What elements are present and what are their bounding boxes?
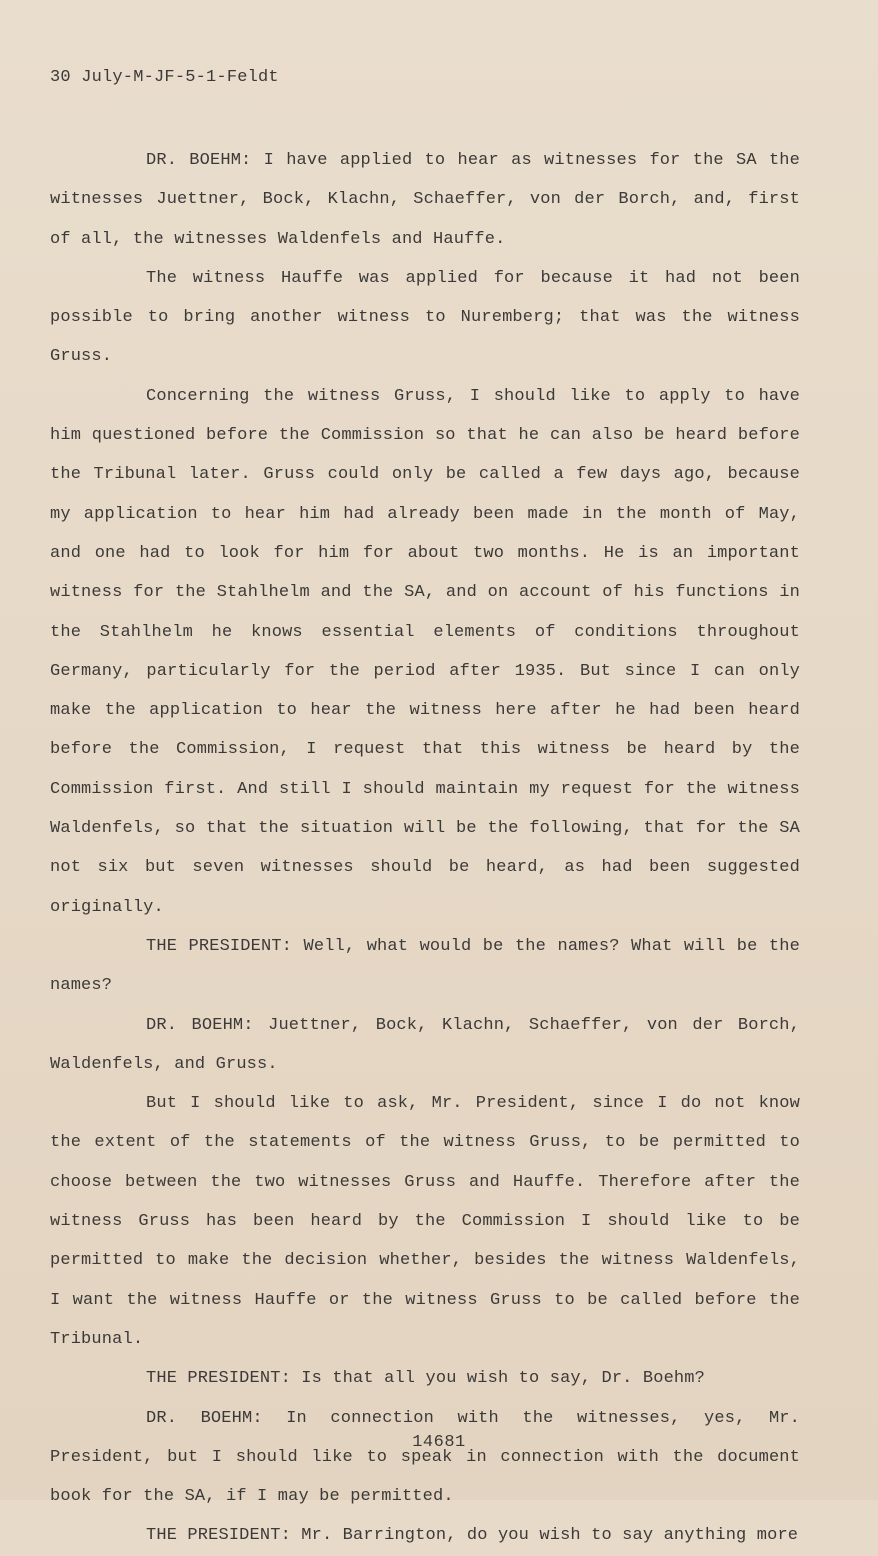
paragraph-gruss-commission: Concerning the witness Gruss, I should like to apply to have him questioned before the Commission so that he can also be heard before the Tribunal later. Gruss could only be called a few days ago, because my application to hear him had already been made in the month of May, and one had to look for him for about two months. He is an important witness for the Stahlhelm and the SA, and on account of his functions in the Stahlhelm he knows essential elements of conditions throughout Germany, particularly for the period after 1935. But since I can only make the application to hear the witness here after he had been heard before the Commission, I request that this witness be heard by the Commission first. And still I should maintain my request for the witness Waldenfels, so that the situation will be the following, that for the SA not six but seven witnesses should be heard, as had been suggested originally. (50, 386, 800, 917)
paragraph-boehm-choice-request: But I should like to ask, Mr. President, since I do not know the extent of the statements of the witness Gruss, to be permitted to choose between the two witnesses Gruss and Hauffe. Therefore after the witness Gruss has been heard by the Commission I should like to be permitted to make the decision whether, besides the witness Waldenfels, I want the witness Hauffe or the witness Gruss to be called before the Tribunal. (50, 1094, 800, 1349)
paragraph-boehm-document-book: DR. BOEHM: In connection with the witnesses, yes, Mr. President, but I should like to speak in connection with the document book for the SA, if I may be permitted. (50, 1408, 800, 1507)
paragraph-boehm-names-list: DR. BOEHM: Juettner, Bock, Klachn, Schaeffer, von der Borch, Waldenfels, and Gruss. (50, 1015, 800, 1074)
paragraph-president-anything-else: THE PRESIDENT: Is that all you wish to say, Dr. Boehm? (146, 1369, 705, 1389)
transcript-body (50, 141, 800, 1556)
paragraph-hauffe-reason: The witness Hauffe was applied for because it had not been possible to bring another witness to Nuremberg; that was the witness Gruss. (50, 268, 800, 367)
page-number: 14681 (412, 1433, 466, 1452)
page-header: 30 July-M-JF-5-1-Feldt (50, 68, 279, 87)
paragraph-president-barrington: THE PRESIDENT: Mr. Barrington, do you wish to say anything more (146, 1526, 799, 1546)
paragraph-boehm-witness-application: DR. BOEHM: I have applied to hear as witnesses for the SA the witnesses Juettner, Bock, Klachn, Schaeffer, von der Borch, and, first of all, the witnesses Waldenfels and Hauffe. (50, 151, 800, 249)
paragraph-president-names-question: THE PRESIDENT: Well, what would be the names? What will be the names? (50, 936, 800, 996)
